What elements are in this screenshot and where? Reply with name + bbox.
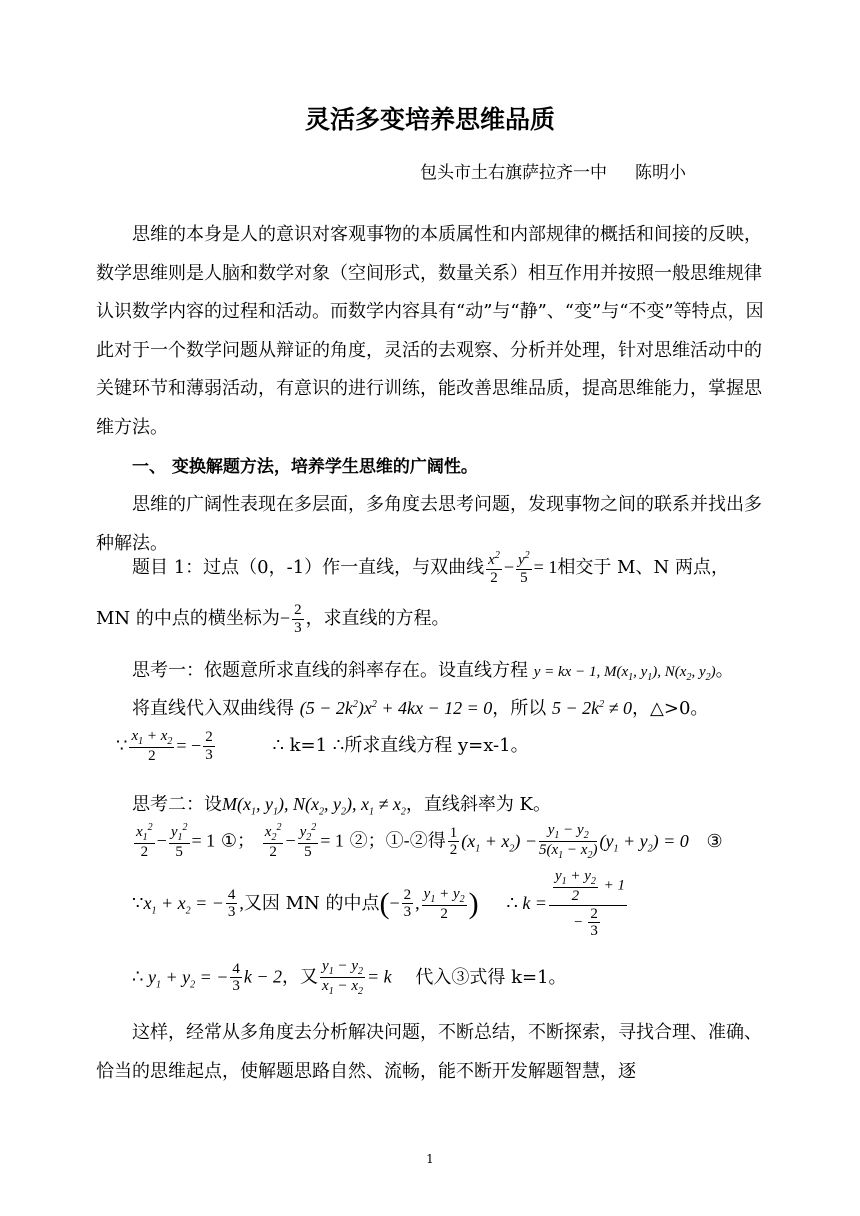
fraction-two-thirds: $\frac{2}{3}$: [294, 602, 302, 636]
fraction-k-value: $\frac{y_1 + y_2}{2}$ + 1 − $\frac{2}{3}$: [549, 868, 627, 940]
problem-1-line-1: 题目 1：过点（0，-1）作一直线，与双曲线 $\frac{x^2}{2}$ − $\frac{y^2}{5}$ = 1相交于 M、N 两点，: [132, 550, 729, 586]
nonzero-condition: $5 - 2k^2 \ne 0$: [552, 698, 633, 718]
author-line: [420, 158, 686, 183]
author-school: 包头市土右旗萨拉齐一中: [420, 163, 607, 183]
equation-label: ①；: [220, 830, 256, 852]
think-text: ，又: [282, 966, 319, 988]
page-number: 1: [426, 1152, 434, 1166]
fraction-slope-expression: $\frac{y_1 - y_2}{5(x_1 - x_2)}$: [539, 822, 598, 861]
think-2-line-2: $\frac{x_1^2}{2}$ − $\frac{y_1^2}{5}$ = 1 ①； $\frac{x_2^2}{2}$ − $\frac{y_2^2}{5}$ = 1 ②；①-②得 $\frac{1}{2}$ $(x_1 + x_2)$ − $\frac{y_1 - y_2}{5(x_1 - x_2)}$ $(y_1 + y_2) = 0$ ③: [136, 822, 723, 861]
think-text: 代入③式得 k=1。: [415, 966, 567, 988]
think-text: ，所以: [492, 698, 547, 719]
think-1-line-3: ∵ $\frac{x_1 + x_2}{2}$ = − $\frac{2}{3}$ ∴ k=1 ∴所求直线方程 y=x-1。: [116, 728, 529, 764]
section-heading-1: 一、 变换解题方法，培养学生思维的广阔性。: [132, 457, 478, 477]
think-1-line-2: [132, 694, 708, 720]
problem-text: ，求直线的方程。: [305, 608, 450, 629]
author-name: 陈明小: [635, 163, 686, 183]
think-2-line-1: [132, 790, 551, 818]
midpoint-equation: $\frac{x_1 + x_2}{2}$: [131, 728, 173, 764]
paragraph-breadth: 思维的广阔性表现在多层面，多角度去思考问题，发现事物之间的联系并找出多种解法。: [96, 494, 762, 554]
problem-text: MN 的中点的横坐标为: [96, 608, 280, 629]
problem-text: 题目 1：过点（0，-1）作一直线，与双曲线: [132, 557, 485, 578]
fraction-y1sq: $\frac{y_1^2}{5}$: [170, 822, 188, 861]
think-text: 思考一：依题意所求直线的斜率存在。设直线方程: [132, 660, 528, 681]
equation-x2-over-2: $\frac{x^2}{2}$: [488, 550, 500, 586]
think-text: 又因 MN 的中点: [243, 892, 380, 914]
fraction-x2sq: $\frac{x_2^2}{2}$: [264, 822, 282, 861]
problem-1-line-2: MN 的中点的横坐标为− $\frac{2}{3}$ ，求直线的方程。: [96, 602, 450, 636]
fraction-slope: $\frac{y_1 - y_2}{x_1 - x_2}$: [322, 958, 363, 997]
equation-y2-over-5: $\frac{y^2}{5}$: [518, 550, 530, 586]
think-text: ，△>0。: [632, 698, 709, 719]
think-1-line-1: 思考一：依题意所求直线的斜率存在。设直线方程 y = kx − 1, $M(x_1$, $y_1$), $N(x_2$, $y_2$)。: [132, 660, 734, 683]
fraction-two-thirds: $\frac{2}{3}$: [205, 729, 213, 763]
fraction-midpoint-y: $\frac{y_1 + y_2}{2}$: [423, 885, 465, 922]
line-equation: y = kx − 1, $M(x_1$, $y_1$), $N(x_2$, $y_2$): [533, 664, 716, 683]
fraction-x1sq: $\frac{x_1^2}{2}$: [136, 822, 153, 861]
intro-paragraph: 思维的本身是人的意识对客观事物的本质属性和内部规律的概括和间接的反映，数学思维则是人脑和数学对象（空间形式，数量关系）相互作用并按照一般思维规律认识数学内容的过程和活动。而数学内容具有“动”与“静”、“变”与“不变”等特点，因此对于一个数学问题从辩证的角度，灵活的去观察、分析并处理，针对思维活动中的关键环节和薄弱活动，有意识的进行训练，能改善思维品质，提高思维能力，掌握思维方法。: [96, 224, 764, 438]
think-conclusion: ∴ k=1 ∴所求直线方程 y=x-1。: [272, 735, 529, 757]
quadratic-equation: $(5 - 2k^2)x^2 + 4kx - 12 = 0$: [299, 698, 493, 718]
fraction-y2sq: $\frac{y_2^2}{5}$: [299, 822, 317, 861]
fraction-four-thirds: $\frac{4}{3}$: [227, 886, 236, 921]
equation-label: ③: [706, 830, 723, 852]
think-2-line-4: ∴ $y_1 + y_2$ = − $\frac{4}{3}$ k − 2，又 $\frac{y_1 - y_2}{x_1 - x_2}$ = k 代入③式得 k=1。: [132, 958, 567, 997]
think-text: 将直线代入双曲线得: [132, 698, 294, 719]
equation-label: ②；①-②得: [349, 830, 446, 852]
closing-paragraph: 这样，经常从多角度去分析解决问题，不断总结，不断探索，寻找合理、准确、恰当的思维起点，使解题思路自然、流畅，能不断开发解题智慧，逐: [96, 1022, 762, 1082]
page-title: 灵活多变培养思维品质: [304, 105, 555, 134]
problem-text: 相交于 M、N 两点，: [557, 557, 729, 578]
think-2-line-3: $\because x_1 + x_2$ = − $\frac{4}{3}$ ,又因 MN 的中点(− $\frac{2}{3}$ , $\frac{y_1 + y_2}{2}$ ) ∴ k = $\frac{y_1 + y_2}{2}$ + 1 − $\frac{2}{3}$: [132, 868, 626, 939]
think-text: 思考二：设: [132, 794, 222, 815]
fraction-four-thirds: $\frac{4}{3}$: [232, 960, 240, 994]
fraction-two-thirds: $\frac{2}{3}$: [403, 886, 412, 921]
points-definition: $M(x_1$, $y_1$), $N(x_2$, $y_2$), $x_1 \ne x_2$: [222, 794, 406, 818]
think-text: ，直线斜率为 K。: [405, 794, 551, 815]
fraction-one-half: $\frac{1}{2}$: [449, 824, 458, 858]
